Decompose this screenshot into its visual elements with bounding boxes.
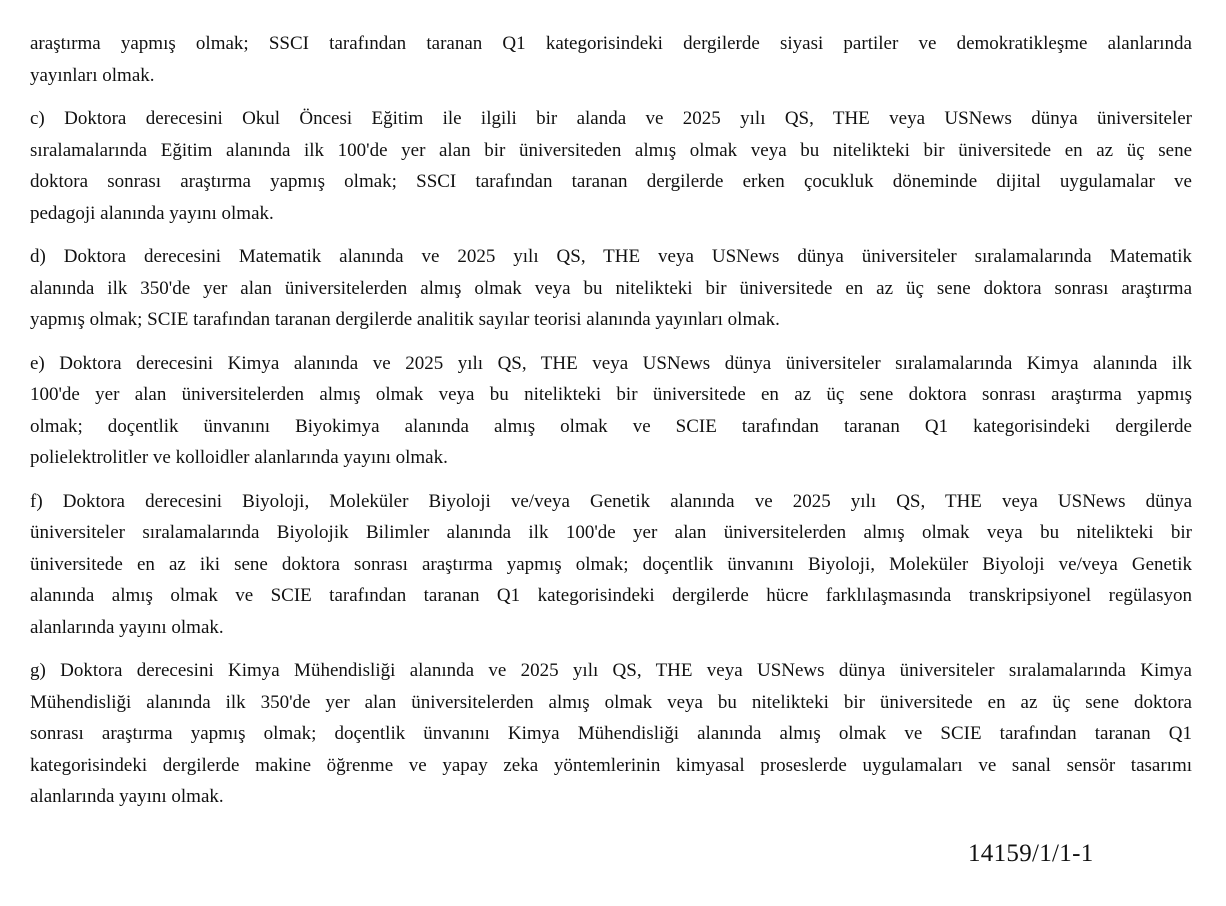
paragraph (30, 348, 1192, 474)
text-line: c) Doktora derecesini Okul Öncesi Eğitim ile ilgili bir alanda ve 2025 yılı QS, THE veya USNews dünya üniversiteler (30, 108, 1192, 129)
text-line: pedagoji alanında yayını olmak. (30, 202, 274, 224)
text-line: g) Doktora derecesini Kimya Mühendisliği alanında ve 2025 yılı QS, THE veya USNews dünya üniversiteler sıralamalarında Kimya (30, 660, 1192, 681)
paragraph (30, 28, 1192, 91)
text-line: polielektrolitler ve kolloidler alanlarında yayını olmak. (30, 447, 448, 468)
text-line: yayınları olmak. (30, 64, 155, 86)
text-line: doktora sonrası araştırma yapmış olmak; SSCI tarafından taranan dergilerde erken çocukluk döneminde dijital uygulamalar ve (30, 171, 1192, 192)
paragraph (30, 103, 1192, 229)
text-line: Mühendisliği alanında ilk 350'de yer alan üniversitelerden almış olmak veya bu nitelikteki bir üniversitede en az üç sene doktora (30, 691, 1192, 713)
text-line: sonrası araştırma yapmış olmak; doçentlik ünvanını Kimya Mühendisliği alanında almış olmak ve SCIE tarafından taranan Q1 (30, 723, 1192, 744)
text-line: 100'de yer alan üniversitelerden almış olmak veya bu nitelikteki bir üniversitede en az üç sene doktora sonrası araştırma yapmış (30, 384, 1192, 405)
text-line: yapmış olmak; SCIE tarafından taranan dergilerde analitik sayılar teorisi alanında yayınları olmak. (30, 309, 780, 330)
document-body (30, 28, 1192, 825)
text-line: olmak; doçentlik ünvanını Biyokimya alanında almış olmak ve SCIE tarafından taranan Q1 kategorisindeki dergilerde (30, 415, 1192, 437)
paragraph (30, 241, 1192, 336)
paragraph (30, 655, 1192, 813)
text-line: d) Doktora derecesini Matematik alanında ve 2025 yılı QS, THE veya USNews dünya üniversiteler sıralamalarında Matematik (30, 246, 1192, 267)
text-line: alanında ilk 350'de yer alan üniversitelerden almış olmak veya bu nitelikteki bir üniversitede en az üç sene doktora sonrası araştırma (30, 277, 1192, 299)
text-line: f) Doktora derecesini Biyoloji, Moleküler Biyoloji ve/veya Genetik alanında ve 2025 yılı QS, THE veya USNews dünya (30, 490, 1192, 512)
text-line: alanında almış olmak ve SCIE tarafından taranan Q1 kategorisindeki dergilerde hücre farklılaşmasında transkripsiyonel regülasyon (30, 585, 1192, 606)
paragraph (30, 486, 1192, 644)
text-line: alanlarında yayını olmak. (30, 786, 224, 807)
text-line: kategorisindeki dergilerde makine öğrenme ve yapay zeka yöntemlerinin kimyasal proseslerde uygulamaları ve sanal sensör tasarımı (30, 754, 1192, 776)
text-line: sıralamalarında Eğitim alanında ilk 100'de yer alan bir üniversiteden almış olmak veya bu nitelikteki bir üniversitede en az üç sene (30, 139, 1192, 161)
text-line: üniversitede en az iki sene doktora sonrası araştırma yapmış olmak; doçentlik ünvanını Biyoloji, Moleküler Biyoloji ve/veya Genetik (30, 553, 1192, 575)
text-line: üniversiteler sıralamalarında Biyolojik Bilimler alanında ilk 100'de yer alan üniversitelerden almış olmak veya bu nitelikteki bir (30, 522, 1192, 543)
text-line: e) Doktora derecesini Kimya alanında ve 2025 yılı QS, THE veya USNews dünya üniversiteler sıralamalarında Kimya alanında ilk (30, 352, 1192, 374)
text-line: alanlarında yayını olmak. (30, 616, 224, 638)
text-line: araştırma yapmış olmak; SSCI tarafından taranan Q1 kategorisindeki dergilerde siyasi partiler ve demokratikleşme alanlarında (30, 33, 1192, 54)
page-number: 14159/1/1-1 (968, 840, 1094, 867)
